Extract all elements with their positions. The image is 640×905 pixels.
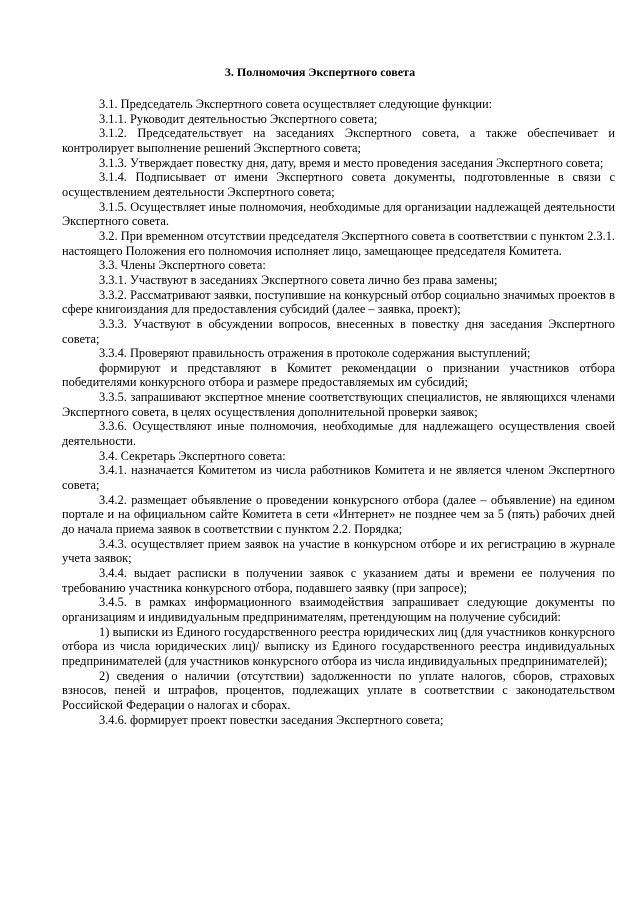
paragraph-3-1-5: 3.1.5. Осуществляет иные полномочия, необходимые для организации надлежащей деятельности Экспертного совета. — [62, 199, 615, 229]
paragraph-3-3-1: 3.3.1. Участвуют в заседаниях Экспертного совета лично без права замены; — [99, 272, 498, 287]
paragraph-3-1-3: 3.1.3. Утверждает повестку дня, дату, время и место проведения заседания Экспертного совета; — [99, 155, 604, 170]
section-title: 3. Полномочия Экспертного совета — [224, 65, 416, 79]
paragraph-3-3-4: 3.3.4. Проверяют правильность отражения в протоколе содержания выступлений; — [99, 346, 531, 361]
list-item-1: 1) выписки из Единого государственного реестра юридических лиц (для участников конкурсного отбора из числа юридических лиц)/ выписку из Единого государственного реестра индивидуальных предпринимателей (для участников конкурсного отбора из числа индивидуальных предпринимателей); — [62, 624, 615, 668]
paragraph-3-3-3: 3.3.3. Участвуют в обсуждении вопросов, внесенных в повестку дня заседания Экспертного совета; — [62, 316, 615, 346]
paragraph-3-3-5: 3.3.5. запрашивают экспертное мнение соответствующих специалистов, не являющихся членами Экспертного совета, в целях осуществления дополнительной проверки заявок; — [62, 390, 615, 419]
paragraph-3-1: 3.1. Председатель Экспертного совета осуществляет следующие функции: — [99, 97, 493, 111]
paragraph-3-4-5: 3.4.5. в рамках информационного взаимодействия запрашивает следующие документы по организациям и индивидуальным предпринимателям, претендующим на получение субсидий: — [62, 595, 615, 624]
paragraph-3-1-4: 3.1.4. Подписывает от имени Экспертного совета документы, подготовленные в связи с осуществлением деятельности Экспертного совета; — [62, 170, 615, 199]
paragraph-3-1-2: 3.1.2. Председательствует на заседаниях Экспертного совета, а также обеспечивает и контролирует выполнение решений Экспертного совета; — [62, 126, 615, 155]
paragraph-3-1-1: 3.1.1. Руководит деятельностью Экспертного совета; — [99, 111, 378, 126]
list-item-2: 2) сведения о наличии (отсутствии) задолженности по уплате налогов, сборов, страховых взносов, пеней и штрафов, процентов, подлежащих уплате в соответствии с законодательством Российской Федерации о налогах и сборах. — [62, 668, 615, 712]
document-body — [62, 97, 615, 727]
paragraph-3-4-6: 3.4.6. формирует проект повестки заседания Экспертного совета; — [99, 712, 444, 727]
paragraph-3-4-2: 3.4.2. размещает объявление о проведении конкурсного отбора (далее – объявление) на едином портале и на официальном сайте Комитета в сети «Интернет» не позднее чем за 5 (пять) рабочих дней до начала приема заявок в соответствии с пунктом 2.2. Порядка; — [62, 492, 615, 537]
paragraph-3-4-3: 3.4.3. осуществляет прием заявок на участие в конкурсном отборе и их регистрацию в журнале учета заявок; — [62, 536, 615, 566]
paragraph-3-3-6: 3.3.6. Осуществляют иные полномочия, необходимые для надлежащего осуществления своей деятельности. — [62, 419, 615, 449]
paragraph-3-4-1: 3.4.1. назначается Комитетом из числа работников Комитета и не является членом Экспертного совета; — [62, 463, 615, 493]
paragraph-3-3-2: 3.3.2. Рассматривают заявки, поступившие на конкурсный отбор социально значимых проектов в сфере книгоиздания для предоставления субсидий (далее – заявка, проект); — [62, 287, 615, 317]
paragraph-recommendations: формируют и представляют в Комитет рекомендации о признании участников отбора победителями конкурсного отбора и размере предоставляемых им субсидий; — [62, 360, 615, 390]
paragraph-3-3: 3.3. Члены Экспертного совета: — [99, 258, 266, 273]
paragraph-3-4: 3.4. Секретарь Экспертного совета: — [99, 448, 286, 463]
paragraph-3-2: 3.2. При временном отсутствии председателя Экспертного совета в соответствии с пунктом 2.3.1. настоящего Положения его полномочия исполняет лицо, замещающее председателя Комитета. — [62, 228, 615, 258]
paragraph-3-4-4: 3.4.4. выдает расписки в получении заявок с указанием даты и времени ее получения по требованию участника конкурсного отбора, подавшего заявку (при запросе); — [62, 566, 615, 595]
